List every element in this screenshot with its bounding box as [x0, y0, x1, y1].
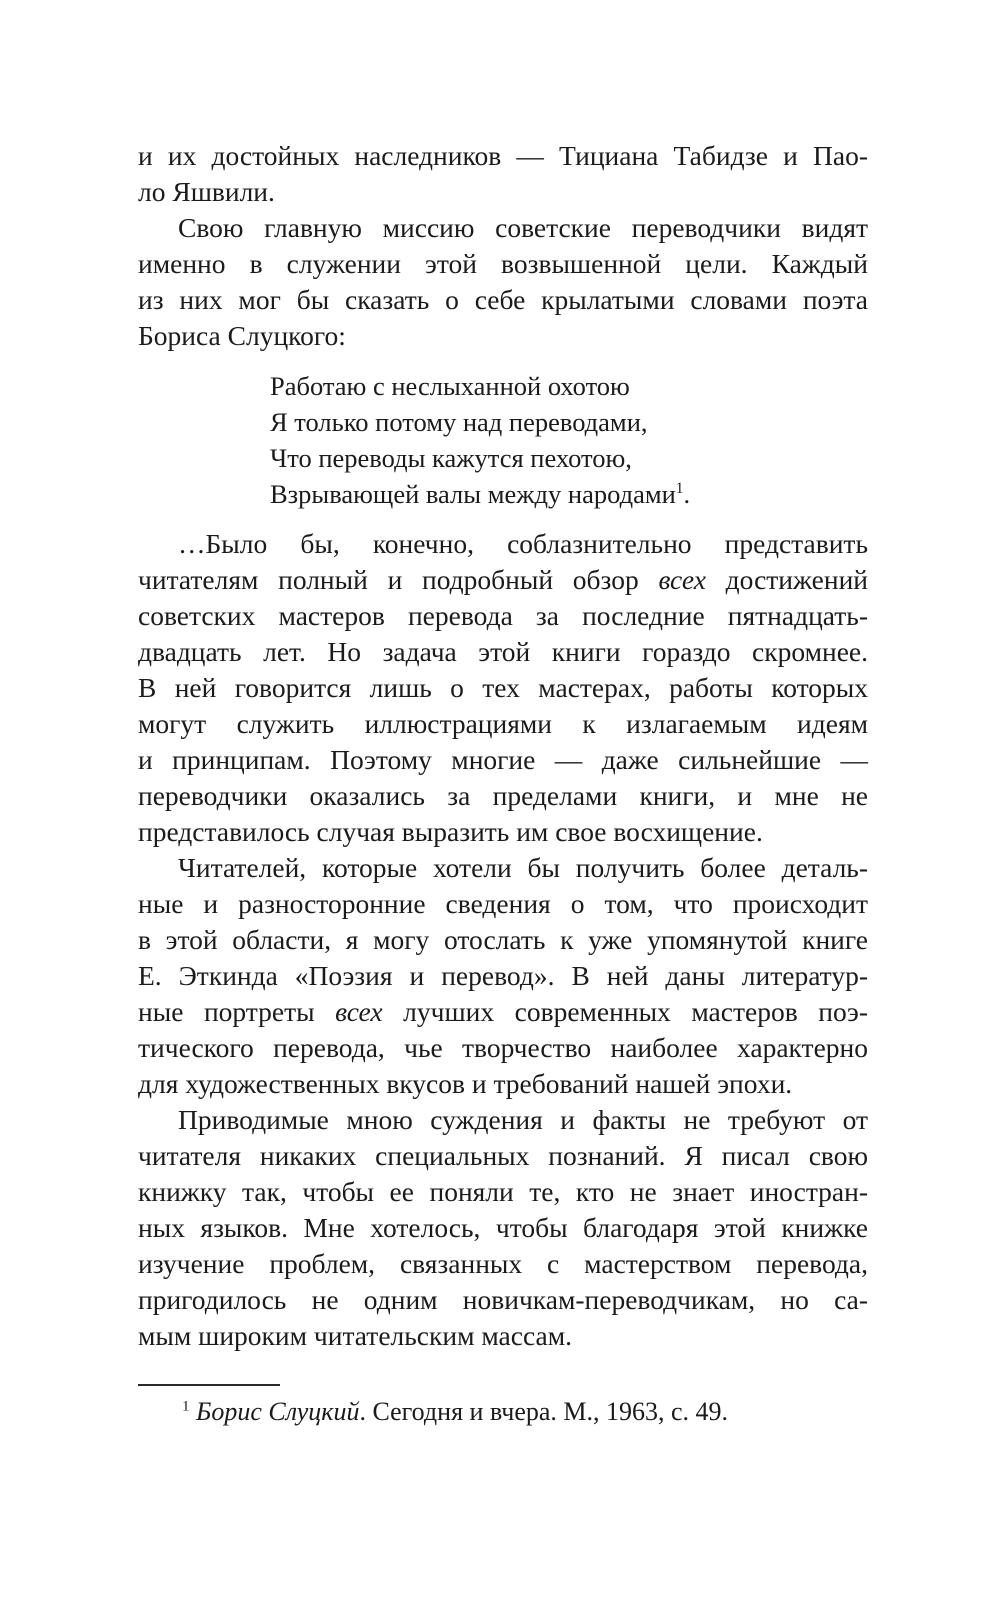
text-line [270, 404, 868, 440]
text-segment: Бориса Слуцкого: [138, 320, 346, 351]
text-segment: Работаю с неслыханной охотою [270, 371, 630, 401]
text-line [138, 210, 868, 246]
text-line [138, 1246, 868, 1282]
verse-block [270, 368, 868, 512]
italic-segment: всех [335, 996, 383, 1027]
text-segment: переводчики оказались за пределами книги, и мне не [138, 780, 868, 811]
text-segment: мым широким читательским массам. [138, 1320, 572, 1351]
text-segment: Я только потому над переводами, [270, 407, 648, 437]
text-line [138, 1066, 868, 1102]
text-segment: изучение проблем, связанных с мастерством перевода, [138, 1248, 868, 1279]
text-line [138, 706, 868, 742]
text-segment: тического перевода, чье творчество наиболее характерно [138, 1032, 868, 1063]
text-segment: пригодилось не одним новичкам-переводчикам, но са- [138, 1284, 868, 1315]
text-segment: советских мастеров перевода за последние пятнадцать- [138, 600, 868, 631]
text-line [138, 886, 868, 922]
text-segment: Что переводы кажутся пехотою, [270, 443, 632, 473]
text-segment: книжку так, чтобы ее поняли те, кто не знает иностран- [138, 1176, 868, 1207]
text-column [138, 138, 868, 1430]
text-line [138, 994, 868, 1030]
text-line [270, 476, 868, 512]
text-segment: . [683, 479, 691, 509]
text-line [138, 562, 868, 598]
text-segment: и принципам. Поэтому многие — даже сильнейшие — [138, 744, 868, 775]
text-line [138, 778, 868, 814]
footnote-rule [138, 1384, 280, 1386]
footnote-marker: 1 [182, 1398, 190, 1415]
text-segment: Свою главную миссию советские переводчики видят [178, 212, 868, 243]
text-segment: представилось случая выразить им свое восхищение. [138, 816, 763, 847]
italic-segment: Борис Слуцкий [196, 1397, 360, 1426]
text-line [138, 1318, 868, 1354]
text-segment: ных языков. Мне хотелось, чтобы благодаря этой книжке [138, 1212, 868, 1243]
text-segment: именно в служении этой возвышенной цели. Каждый [138, 248, 868, 279]
text-line [138, 598, 868, 634]
text-segment: читателя никаких специальных познаний. Я писал свою [138, 1140, 868, 1171]
text-line [138, 1174, 868, 1210]
text-segment: ные и разносторонние сведения о том, что происходит [138, 888, 868, 919]
paragraph [138, 526, 868, 850]
text-segment: для художественных вкусов и требований нашей эпохи. [138, 1068, 793, 1099]
paragraph [138, 1102, 868, 1354]
text-line [138, 1138, 868, 1174]
text-segment: в этой области, я могу отослать к уже упомянутой книге [138, 924, 868, 955]
text-line [138, 174, 868, 210]
text-line [138, 246, 868, 282]
text-line [270, 440, 868, 476]
text-line [138, 138, 868, 174]
text-line [138, 318, 868, 354]
text-segment: ло Яшвили. [138, 176, 275, 207]
text-segment: могут служить иллюстрациями к излагаемым идеям [138, 708, 868, 739]
text-segment: Взрывающей валы между народами [270, 479, 676, 509]
text-segment: и их достойных наследников — Тициана Табидзе и Пао- [138, 140, 868, 171]
text-line [138, 850, 868, 886]
text-segment: В ней говорится лишь о тех мастерах, работы которых [138, 672, 868, 703]
text-line [138, 922, 868, 958]
text-segment: . Сегодня и вчера. М., 1963, с. 49. [359, 1397, 729, 1426]
text-segment: лучших современных мастеров поэ- [382, 996, 868, 1027]
paragraph [138, 138, 868, 210]
text-line [138, 958, 868, 994]
paragraph [138, 850, 868, 1102]
text-line [138, 1102, 868, 1138]
text-segment: …Было бы, конечно, соблазнительно представить [178, 528, 868, 559]
text-line [138, 526, 868, 562]
text-line [138, 1210, 868, 1246]
text-segment: достижений [705, 564, 868, 595]
text-line [138, 814, 868, 850]
text-segment: ные портреты [138, 996, 336, 1027]
text-segment: из них мог бы сказать о себе крылатыми словами поэта [138, 284, 868, 315]
text-segment: Читателей, которые хотели бы получить более деталь- [178, 852, 868, 883]
text-line [138, 1394, 868, 1430]
text-line [138, 1030, 868, 1066]
text-segment: читателям полный и подробный обзор [138, 564, 659, 595]
text-line [138, 634, 868, 670]
footnote [138, 1394, 868, 1430]
text-segment: двадцать лет. Но задача этой книги гораздо скромнее. [138, 636, 868, 667]
paragraph [138, 210, 868, 354]
text-line [270, 368, 868, 404]
text-line [138, 1282, 868, 1318]
text-line [138, 282, 868, 318]
text-segment: Приводимые мною суждения и факты не требуют от [178, 1104, 868, 1135]
text-segment: Е. Эткинда «Поэзия и перевод». В ней даны литератур- [138, 960, 868, 991]
italic-segment: всех [658, 564, 706, 595]
text-line [138, 742, 868, 778]
text-line [138, 670, 868, 706]
footnote-marker: 1 [675, 480, 684, 498]
